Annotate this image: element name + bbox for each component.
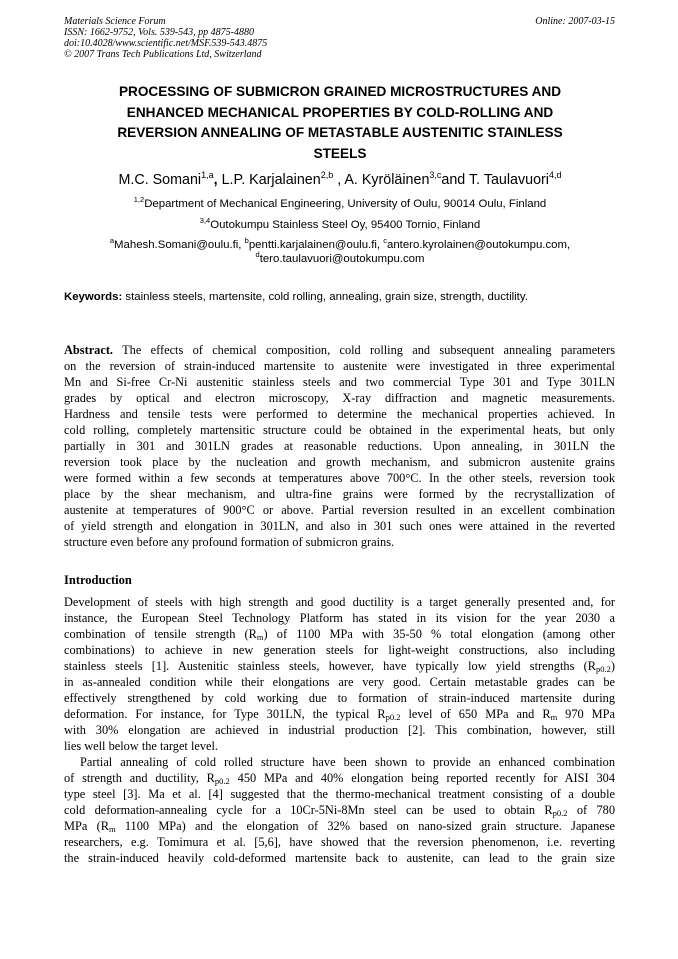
author-name: A. Kyröläinen: [341, 172, 430, 188]
email-line: [60, 238, 620, 252]
intro-line: the strain-induced heavily cold-deformed martensite back to austenite, can lead to the grain size: [64, 851, 615, 865]
intro-text: 450 MPa and 40% elongation being reported recently for AISI 304: [229, 771, 615, 785]
intro-text: deformation. For instance, for Type 301LN, the typical R: [64, 707, 386, 721]
abstract-line: [64, 342, 615, 358]
copyright-line: © 2007 Trans Tech Publications Ltd, Switzerland: [64, 49, 262, 60]
author-separator: and: [441, 172, 466, 188]
intro-line: [64, 706, 615, 722]
affiliation-text: Outokumpu Stainless Steel Oy, 95400 Tornio, Finland: [210, 219, 481, 231]
intro-text: level of 650 MPa and R: [400, 707, 551, 721]
intro-text: of 780: [567, 803, 615, 817]
abstract-line: grades by optical and electron microscopy, X-ray diffraction and magnetic measurements.: [64, 391, 615, 405]
intro-line: in as-annealed condition while their elongations are very good. Certain metastable grades can be: [64, 675, 615, 689]
intro-text: of strength and ductility, R: [64, 771, 215, 785]
author-list: [60, 170, 620, 190]
subscript: p0.2: [552, 808, 568, 818]
intro-line: type steel [3]. Ma et al. [4] suggested that the thermo-mechanical treatment consisting of a double: [64, 787, 615, 801]
email-marker: d: [255, 250, 260, 259]
subscript: m: [108, 824, 116, 834]
intro-text: 1100 MPa) and the elongation of 32% based on nano-sized grain structure. Japanese: [115, 819, 616, 833]
online-date: Online: 2007-03-15: [535, 16, 615, 27]
doi-line: doi:10.4028/www.scientific.net/MSF.539-543.4875: [64, 38, 268, 49]
intro-text: ): [610, 659, 615, 673]
intro-line: [64, 658, 615, 674]
intro-text: 970 MPa: [557, 707, 615, 721]
intro-line: [64, 818, 615, 834]
author-marker: 1,a: [201, 170, 214, 180]
email-marker: a: [109, 236, 115, 245]
intro-text: ) of 1100 MPa with 35-50 % total elongation (among other: [263, 627, 615, 641]
author-name: T. Taulavuori: [465, 172, 549, 188]
intro-line: combinations) to achieve in new generation steels for light-weight constructions, also including: [64, 643, 615, 657]
abstract-line: place by the shear mechanism, and ultra-fine grains were formed by the recrystallization of: [64, 487, 615, 501]
subscript: m: [256, 632, 264, 642]
journal-header: [64, 16, 615, 60]
abstract-label: Abstract.: [64, 343, 114, 357]
email-link[interactable]: Mahesh.Somani@oulu.fi,: [114, 239, 242, 251]
author-separator: ,: [333, 172, 342, 188]
intro-line: lies well below the target level.: [64, 739, 219, 753]
affiliation-marker: 3,4: [199, 216, 211, 225]
paper-title: [60, 82, 620, 164]
intro-line: instance, the European Steel Technology Platform has stated in its vision for the year 2030 a: [64, 611, 615, 625]
subscript: p0.2: [385, 712, 401, 722]
subscript: p0.2: [596, 664, 611, 674]
intro-text: combination of tensile strength (R: [64, 627, 257, 641]
issn-line: ISSN: 1662-9752, Vols. 539-543, pp 4875-4880: [64, 27, 254, 38]
intro-line: with 30% elongation are achieved in industrial production [2]. This combination, however, still: [64, 723, 615, 737]
author-name: M.C. Somani: [118, 172, 202, 188]
abstract-line: austenite at temperatures of 900°C or above. Partial reversion resulted in an excellent combination: [64, 503, 615, 517]
email-block: [60, 238, 620, 266]
email-link[interactable]: pentti.karjalainen@oulu.fi,: [248, 239, 381, 251]
intro-line: [64, 770, 615, 786]
author-name: L.P. Karjalainen: [217, 172, 321, 188]
subscript: m: [550, 712, 558, 722]
abstract-line: on the reversion of strain-induced martensite to austenite were investigated in three experimental: [64, 359, 615, 373]
intro-line: Partial annealing of cold rolled structure have been shown to provide an enhanced combination: [80, 755, 615, 769]
keywords: [64, 290, 624, 304]
email-marker: c: [383, 236, 387, 245]
journal-name: Materials Science Forum: [64, 16, 166, 27]
affiliation-1: [60, 197, 620, 211]
abstract-line: Mn and Si-free Cr-Ni austenitic stainless steels and two commercial Type 301 and Type 301LN: [64, 375, 615, 389]
title-line: REVERSION ANNEALING OF METASTABLE AUSTENITIC STAINLESS: [117, 125, 563, 140]
abstract-text: The effects of chemical composition, cold rolling and subsequent annealing parameters: [113, 343, 615, 357]
affiliation-2: [60, 218, 620, 232]
email-marker: b: [244, 236, 249, 245]
author-marker: 3,c: [429, 170, 442, 180]
keywords-label: Keywords:: [64, 291, 123, 303]
title-line: PROCESSING OF SUBMICRON GRAINED MICROSTRUCTURES AND: [118, 84, 562, 99]
abstract-line: cold rolling, completely martensitic structure could be obtained in the experimental heats, but only: [64, 423, 615, 437]
author-marker: 2,b: [320, 170, 334, 180]
intro-text: cold deformation-annealing cycle for a 10Cr-5Ni-8Mn steel can be used to obtain R: [64, 803, 553, 817]
intro-text: MPa (R: [64, 819, 109, 833]
abstract-line: Hardness and tensile tests were performed to determine the mechanical properties achieved. In: [64, 407, 615, 421]
intro-text: stainless steels [1]. Austenitic stainless steels, however, have typically low yield strengths (R: [64, 659, 596, 673]
title-line: ENHANCED MECHANICAL PROPERTIES BY COLD-ROLLING AND: [126, 104, 554, 120]
email-link[interactable]: antero.kyrolainen@outokumpu.com,: [386, 239, 571, 251]
intro-line: Development of steels with high strength and good ductility is a target generally presented and, for: [64, 595, 615, 609]
author-marker: 4,d: [548, 170, 562, 180]
abstract: [64, 342, 615, 550]
intro-line: [64, 626, 615, 642]
abstract-line: reversion took place by the nucleation and growth mechanism, and submicron austenite grains: [64, 455, 615, 469]
keywords-text: stainless steels, martensite, cold rolling, annealing, grain size, strength, ductility.: [122, 291, 528, 303]
abstract-line: partially in 301 and 301LN grades at reasonable reductions. Upon annealing, in 301LN the: [64, 439, 615, 453]
email-line: [60, 252, 620, 266]
affiliation-text: Department of Mechanical Engineering, University of Oulu, 90014 Oulu, Finland: [144, 198, 547, 210]
abstract-line: were formed within a few seconds at temperatures above 700°C. In the other steels, reversion took: [64, 471, 615, 485]
intro-line: researchers, e.g. Tomimura et al. [5,6], have showed that the reversion phenomenon, i.e. reverting: [64, 835, 615, 849]
section-heading-introduction: Introduction: [64, 573, 132, 587]
email-link[interactable]: tero.taulavuori@outokumpu.com: [259, 253, 425, 265]
introduction-body: [64, 594, 615, 866]
intro-line: [64, 802, 615, 818]
author-separator: ,: [213, 172, 218, 188]
intro-line: effectively strengthened by cold working due to formation of strain-induced martensite during: [64, 691, 615, 705]
abstract-line: of yield strength and elongation in 301LN, and also in 301 such ones were attained in the reverted: [64, 519, 615, 533]
abstract-line: structure even before any profound formation of submicron grains.: [64, 535, 395, 549]
title-line: STEELS: [313, 145, 367, 161]
subscript: p0.2: [214, 776, 230, 786]
affiliation-marker: 1,2: [133, 195, 145, 204]
